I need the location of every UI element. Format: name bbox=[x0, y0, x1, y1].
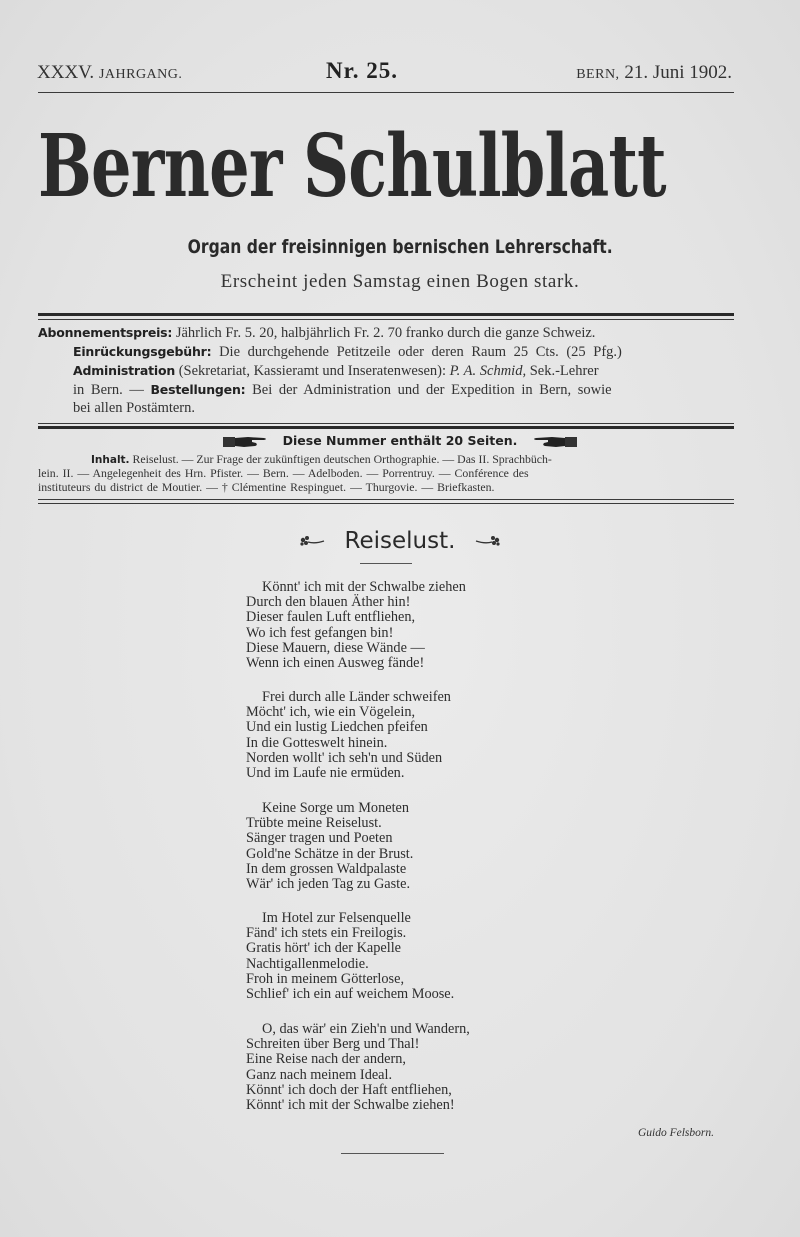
poem-line: Norden wollt' ich seh'n und Süden bbox=[246, 749, 443, 766]
date-line bbox=[576, 62, 732, 84]
poem-line: Sänger tragen und Poeten bbox=[246, 830, 393, 847]
poem-title bbox=[0, 528, 800, 554]
end-rule bbox=[341, 1153, 444, 1154]
poem-line: Nachtigallenmelodie. bbox=[246, 955, 369, 972]
orders-label: Bestellungen: bbox=[150, 382, 246, 397]
poem-title-rule bbox=[360, 563, 412, 564]
poem-line: Trübte meine Reiselust. bbox=[246, 815, 382, 832]
volume-word: JAHRGANG. bbox=[98, 67, 183, 82]
subscription-label: Abonnementspreis: bbox=[38, 325, 173, 340]
contents-bottom-rule-2 bbox=[38, 503, 734, 504]
administration-city: in Bern. — bbox=[73, 382, 144, 398]
poem-line: Keine Sorge um Moneten bbox=[262, 800, 410, 816]
subscription-line bbox=[38, 323, 595, 343]
notice-top-thin-rule bbox=[38, 423, 734, 424]
masthead-title: Berner Schulblatt bbox=[38, 116, 666, 217]
poem-line: Wenn ich einen Ausweg fände! bbox=[246, 655, 425, 672]
issue-number: Nr. 25. bbox=[326, 58, 398, 83]
pointing-hand-right-icon bbox=[222, 435, 270, 449]
thin-rule bbox=[38, 319, 734, 320]
header-rule bbox=[38, 92, 734, 93]
poem-line: Schlief' ich ein auf weichem Moose. bbox=[246, 986, 455, 1003]
subtitle-text: Organ der freisinnigen bernischen Lehrerschaft. bbox=[187, 236, 613, 258]
poem-line: Diese Mauern, diese Wände — bbox=[246, 639, 425, 656]
administration-line bbox=[73, 361, 599, 381]
poem-line: In die Gotteswelt hinein. bbox=[246, 734, 388, 751]
poem-author: Guido Felsborn. bbox=[637, 1127, 714, 1139]
thick-rule bbox=[38, 313, 734, 316]
floral-ornament-right-icon bbox=[473, 534, 503, 550]
poem-line: Schreiten über Berg und Thal! bbox=[246, 1036, 420, 1053]
poem-line: Fänd' ich stets ein Freilogis. bbox=[246, 925, 407, 942]
poem-line: Möcht' ich, wie ein Vögelein, bbox=[246, 704, 416, 721]
administrator-name: P. A. Schmid, bbox=[449, 363, 527, 379]
administration-label: Administration bbox=[73, 363, 176, 378]
place: BERN, bbox=[576, 67, 620, 82]
orders-line bbox=[73, 380, 612, 400]
stanza-1 bbox=[246, 580, 466, 671]
poem-title-text: Reiselust. bbox=[344, 528, 456, 554]
poem-line: Ganz nach meinem Ideal. bbox=[246, 1066, 393, 1083]
floral-ornament-left-icon bbox=[297, 534, 327, 550]
poem-line: Könnt' ich mit der Schwalbe ziehen! bbox=[246, 1097, 455, 1114]
contents-text-1: Reiselust. — Zur Frage der zukünftigen deutschen Orthographie. — Das II. Sprachbüch- bbox=[132, 452, 552, 466]
poem-line: O, das wär' ein Zieh'n und Wandern, bbox=[262, 1021, 470, 1037]
masthead-subtitle bbox=[0, 236, 800, 258]
contents-bottom-rule-1 bbox=[38, 499, 734, 500]
poem-line: Und im Laufe nie ermüden. bbox=[246, 765, 405, 782]
poem-line: Froh in meinem Götterlose, bbox=[246, 970, 405, 987]
administration-text: (Sekretariat, Kassieramt und Inseratenwesen): bbox=[178, 363, 447, 379]
poem-line: Könnt' ich mit der Schwalbe ziehen bbox=[262, 579, 466, 595]
notice-text: Diese Nummer enthält 20 Seiten. bbox=[282, 433, 518, 448]
subscription-text: Jährlich Fr. 5. 20, halbjährlich Fr. 2. 70 franko durch die ganze Schweiz. bbox=[175, 325, 596, 341]
insertion-text: Die durchgehende Petitzeile oder deren Raum 25 Cts. (25 Pfg.) bbox=[219, 344, 622, 360]
poem-line: Gold'ne Schätze in der Brust. bbox=[246, 845, 414, 862]
administrator-role: Sek.-Lehrer bbox=[529, 363, 599, 379]
poem-line: Wo ich fest gefangen bin! bbox=[246, 624, 394, 641]
volume-number: XXXV. bbox=[37, 62, 95, 83]
pointing-hand-left-icon bbox=[530, 435, 578, 449]
stanza-2 bbox=[246, 690, 451, 781]
poem-line: Gratis hört' ich der Kapelle bbox=[246, 940, 402, 957]
stanza-5 bbox=[246, 1022, 470, 1113]
contents-line-3: instituteurs du district de Moutier. — † Clémentine Respinguet. — Thurgovie. — Briefkasten. bbox=[38, 480, 495, 494]
insertion-line bbox=[73, 342, 622, 362]
contents-line-2: lein. II. — Angelegenheit des Hrn. Pfister. — Bern. — Adelboden. — Porrentruy. — Conférence des bbox=[38, 466, 529, 480]
poem-line: Eine Reise nach der andern, bbox=[246, 1051, 406, 1068]
stanza-4 bbox=[246, 911, 454, 1002]
poem-line: Durch den blauen Äther hin! bbox=[246, 594, 411, 611]
poem-line: Frei durch alle Länder schweifen bbox=[262, 689, 451, 705]
page-count-notice bbox=[0, 433, 800, 449]
notice-top-thick-rule bbox=[38, 426, 734, 429]
poem-line: In dem grossen Waldpalaste bbox=[246, 860, 407, 877]
poem-line: Wär' ich jeden Tag zu Gaste. bbox=[246, 876, 411, 893]
orders-line-2: bei allen Postämtern. bbox=[73, 400, 196, 416]
poem-line: Könnt' ich doch der Haft entfliehen, bbox=[246, 1081, 452, 1098]
poem-line: Dieser faulen Luft entfliehen, bbox=[246, 609, 416, 626]
masthead-tagline: Erscheint jeden Samstag einen Bogen stark. bbox=[220, 271, 580, 292]
orders-text: Bei der Administration und der Expedition in Bern, sowie bbox=[252, 382, 612, 398]
poem-line: Im Hotel zur Felsenquelle bbox=[262, 910, 411, 926]
volume-label bbox=[37, 62, 182, 84]
contents-label: Inhalt. bbox=[91, 454, 130, 466]
insertion-label: Einrückungsgebühr: bbox=[73, 344, 212, 359]
date: 21. Juni 1902. bbox=[624, 62, 732, 83]
stanza-3 bbox=[246, 801, 413, 892]
poem-line: Und ein lustig Liedchen pfeifen bbox=[246, 719, 428, 736]
